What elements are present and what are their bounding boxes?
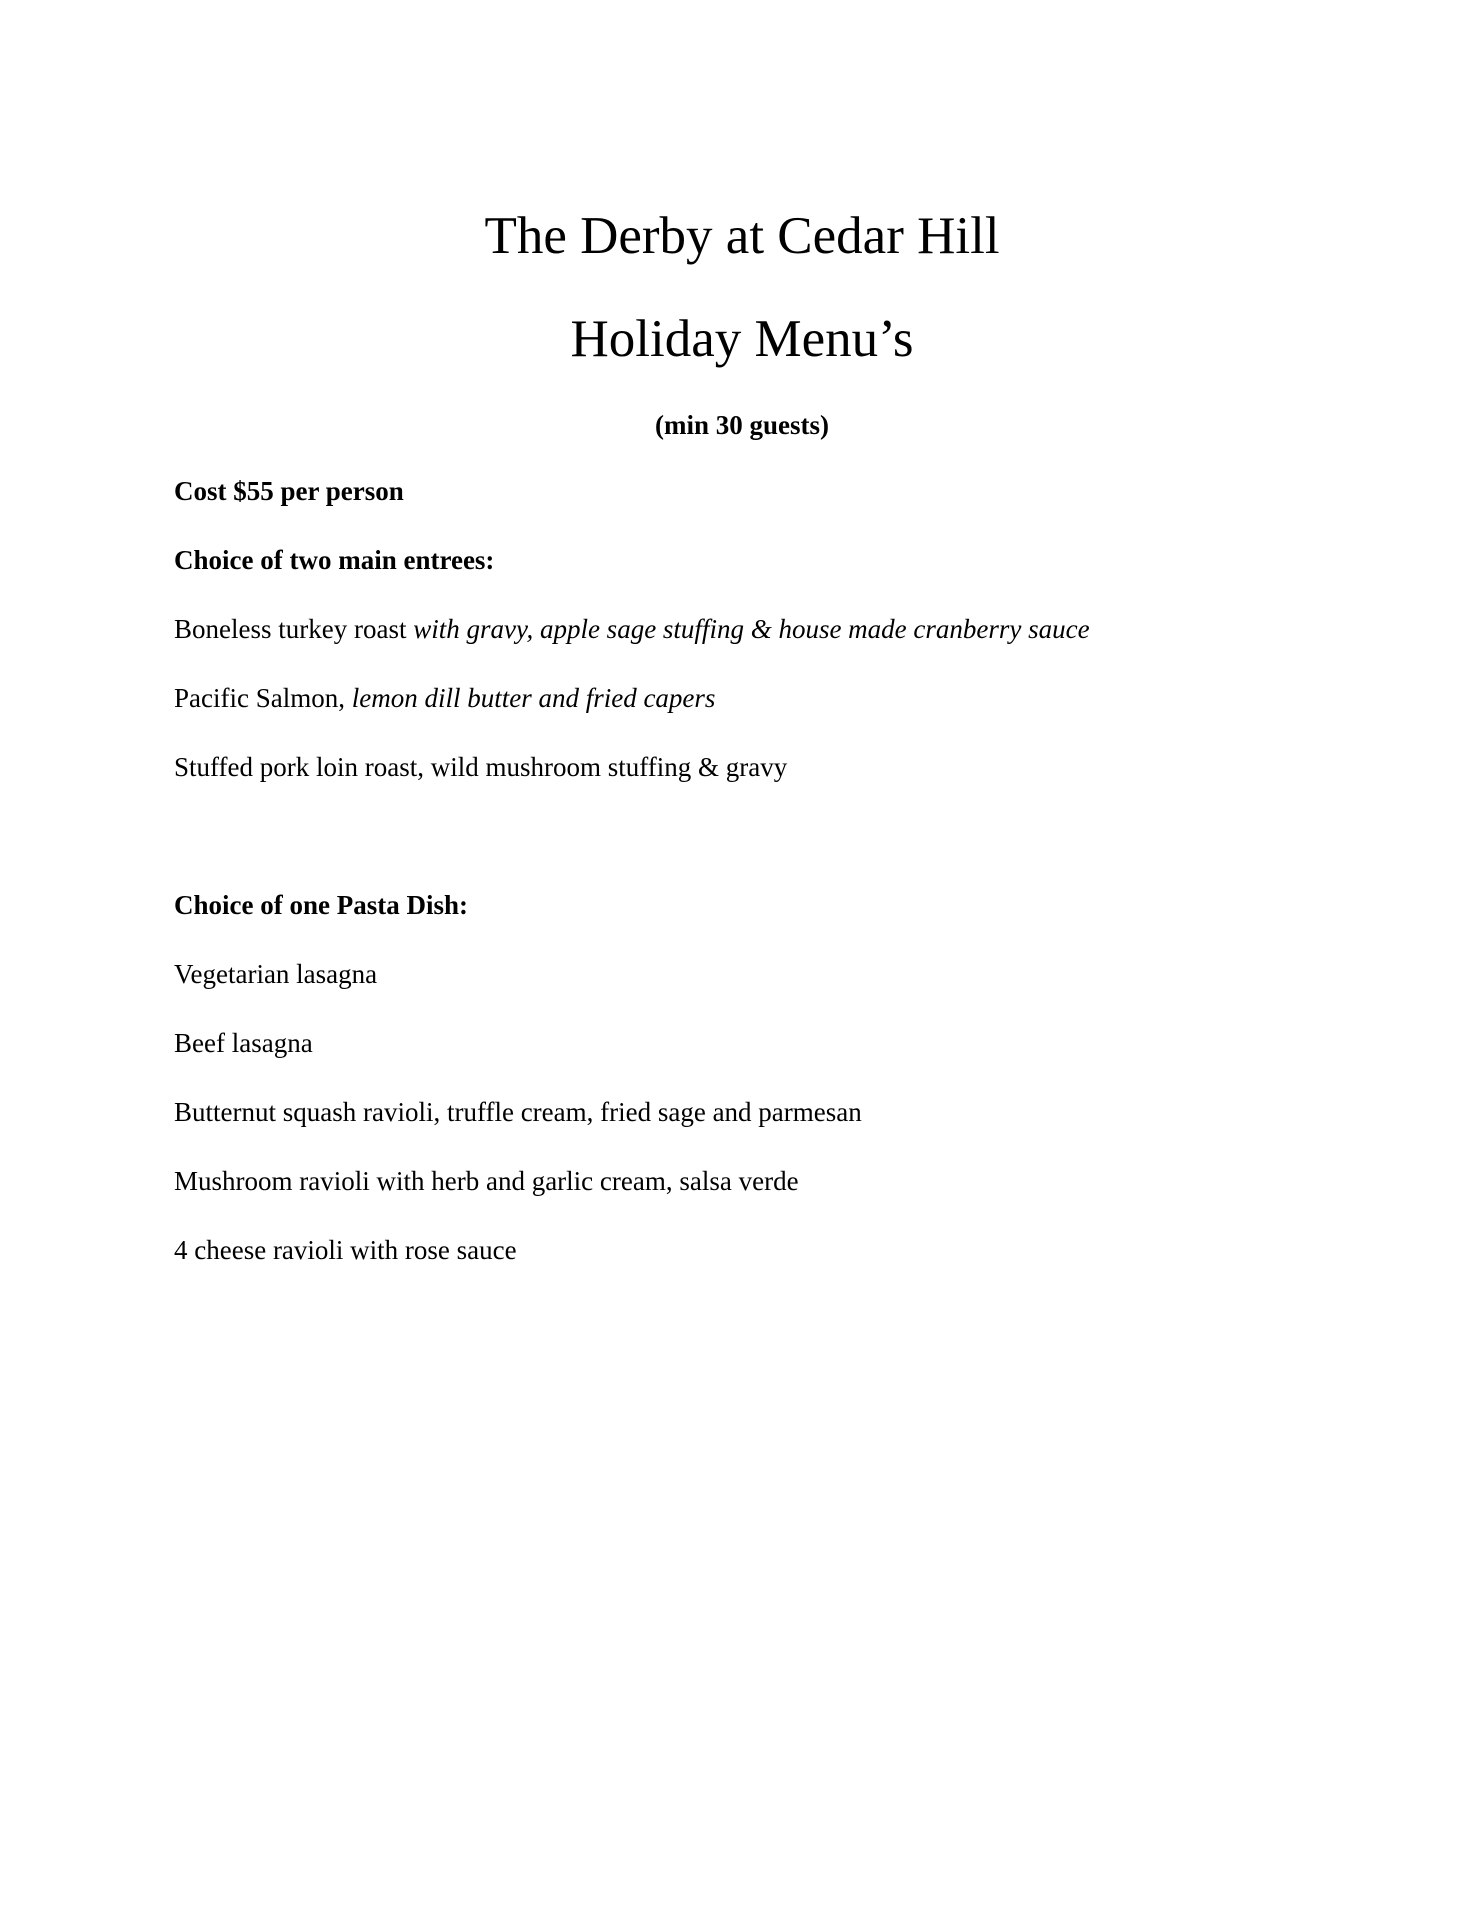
entree-item: [174, 681, 715, 715]
entree-name: Boneless turkey roast: [174, 614, 414, 644]
minimum-guests-note: (min 30 guests): [655, 410, 829, 440]
entrees-heading: Choice of two main entrees:: [174, 545, 495, 575]
restaurant-title: The Derby at Cedar Hill: [484, 207, 1000, 265]
pasta-heading: Choice of one Pasta Dish:: [174, 890, 468, 920]
pasta-item: Vegetarian lasagna: [174, 959, 378, 989]
entree-name: Pacific Salmon,: [174, 683, 352, 713]
entree-description: with gravy, apple sage stuffing & house made cranberry sauce: [413, 614, 1090, 644]
pasta-item: Beef lasagna: [174, 1028, 313, 1058]
entree-name: Stuffed pork loin roast, wild mushroom stuffing & gravy: [174, 752, 788, 782]
pasta-item: 4 cheese ravioli with rose sauce: [174, 1235, 517, 1265]
pasta-item: Butternut squash ravioli, truffle cream, fried sage and parmesan: [174, 1097, 862, 1127]
cost-line: Cost $55 per person: [174, 476, 404, 506]
entree-item: [174, 612, 1090, 646]
menu-title: Holiday Menu’s: [570, 310, 914, 368]
pasta-item: Mushroom ravioli with herb and garlic cream, salsa verde: [174, 1166, 799, 1196]
entree-item: [174, 750, 787, 784]
entree-description: lemon dill butter and fried capers: [351, 683, 716, 713]
